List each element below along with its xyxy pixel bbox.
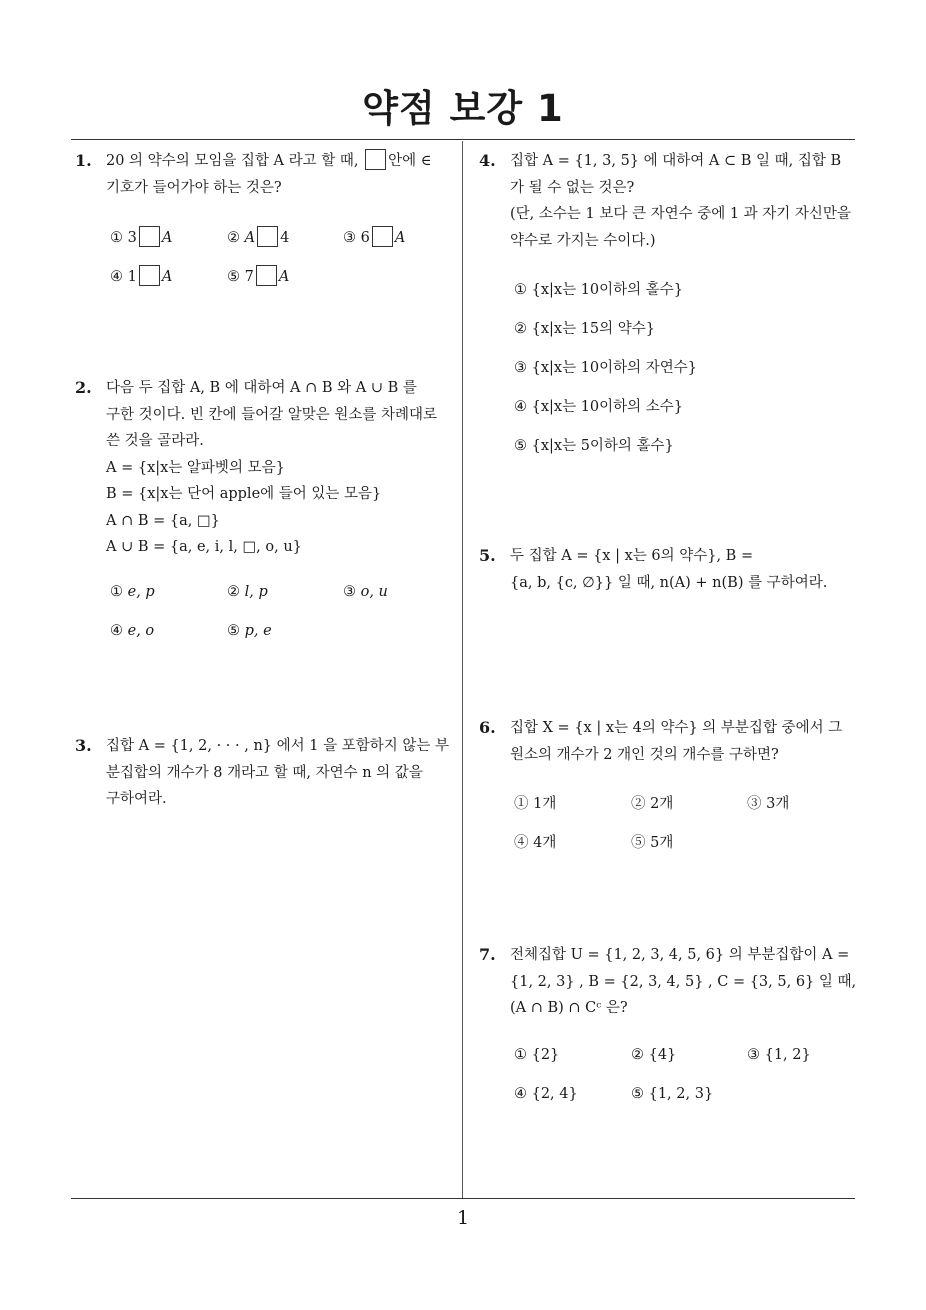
choice-5[interactable]: ⑤ p, e — [227, 623, 272, 639]
choice-2[interactable]: ② {x|x는 15의 약수} — [514, 321, 655, 337]
question-stem: 집합 A = {1, 3, 5} 에 대하여 A ⊂ B 일 때, 집합 B — [510, 153, 842, 169]
question-stem: 집합 X = {x | x는 4의 약수} 의 부분집합 중에서 그 — [510, 720, 843, 736]
blank-box — [257, 226, 278, 247]
question-stem: {1, 2, 3} , B = {2, 3, 4, 5} , C = {3, 5, 6} 일 때, — [510, 973, 857, 990]
question-stem: 분집합의 개수가 8 개라고 할 때, 자연수 n 의 값을 — [106, 764, 423, 781]
choice-1[interactable]: ① 1개 — [514, 796, 557, 812]
choice-1[interactable]: ① {2} — [514, 1047, 560, 1063]
question-stem: 구하여라. — [106, 791, 167, 807]
set-definition: A ∩ B = {a, □} — [106, 512, 220, 529]
set-definition: A ∪ B = {a, e, i, l, □, o, u} — [106, 539, 302, 555]
question-4 — [479, 148, 865, 254]
question-stem: 구한 것이다. 빈 칸에 들어갈 알맞은 원소를 차례대로 — [106, 406, 438, 423]
choice-3[interactable]: ③ 6 A — [343, 226, 405, 247]
column-divider — [462, 141, 463, 1199]
question-stem: 기호가 들어가야 하는 것은? — [106, 179, 282, 196]
choice-2[interactable]: ② A 4 — [227, 226, 289, 247]
question-stem: 두 집합 A = {x | x는 6의 약수}, B = — [510, 548, 754, 564]
question-number: 5. — [479, 546, 496, 565]
blank-box — [256, 265, 277, 286]
choice-1[interactable]: ① {x|x는 10이하의 홀수} — [514, 282, 684, 298]
set-definition: B = {x|x는 단어 apple에 들어 있는 모음} — [106, 486, 382, 502]
choice-5[interactable]: ⑤ {x|x는 5이하의 홀수} — [514, 438, 674, 454]
question-stem: 다음 두 집합 A, B 에 대하여 A ∩ B 와 A ∪ B 를 — [106, 380, 417, 396]
set-definition: A = {x|x는 알파벳의 모음} — [106, 459, 285, 476]
question-number: 1. — [75, 151, 92, 170]
question-stem: 전체집합 U = {1, 2, 3, 4, 5, 6} 의 부분집합이 A = — [510, 947, 850, 963]
choice-2[interactable]: ② {4} — [631, 1047, 677, 1063]
question-number: 4. — [479, 151, 496, 170]
choice-4[interactable]: ④ 1 A — [110, 265, 172, 286]
choice-3[interactable]: ③ {x|x는 10이하의 자연수} — [514, 360, 698, 376]
question-7 — [479, 942, 865, 1022]
choice-5[interactable]: ⑤ {1, 2, 3} — [631, 1086, 714, 1102]
question-number: 3. — [75, 736, 92, 755]
choice-5[interactable]: ⑤ 7 A — [227, 265, 289, 286]
blank-box — [372, 226, 393, 247]
choice-1[interactable]: ① e, p — [110, 584, 155, 600]
choice-1[interactable]: ① 3 A — [110, 226, 172, 247]
question-5 — [479, 543, 865, 596]
bottom-rule — [71, 1198, 855, 1199]
page-number: 1 — [456, 1207, 470, 1229]
question-3 — [75, 733, 461, 813]
question-1 — [75, 148, 461, 201]
choice-3[interactable]: ③ 3개 — [747, 796, 790, 812]
question-stem: (단, 소수는 1 보다 큰 자연수 중에 1 과 자기 자신만을 — [510, 206, 851, 222]
top-rule — [71, 139, 855, 140]
choice-3[interactable]: ③ {1, 2} — [747, 1047, 811, 1063]
question-stem: (A ∩ B) ∩ Cᶜ 은? — [510, 1000, 628, 1016]
blank-box — [139, 265, 160, 286]
choice-2[interactable]: ② l, p — [227, 584, 268, 600]
question-stem: 집합 A = {1, 2, · · · , n} 에서 1 을 포함하지 않는 부 — [106, 738, 449, 754]
choice-4[interactable]: ④ {2, 4} — [514, 1086, 578, 1102]
choice-5[interactable]: ⑤ 5개 — [631, 835, 674, 851]
question-number: 2. — [75, 378, 92, 397]
question-stem: 쓴 것을 골라라. — [106, 433, 204, 449]
question-stem: 안에 ∈ — [388, 153, 432, 169]
blank-box — [365, 149, 386, 170]
choice-4[interactable]: ④ 4개 — [514, 835, 557, 851]
question-stem: 원소의 개수가 2 개인 것의 개수를 구하면? — [510, 746, 779, 763]
question-6 — [479, 715, 865, 768]
question-2 — [75, 375, 461, 561]
blank-box — [139, 226, 160, 247]
page-title: 약점 보강 1 — [362, 87, 564, 130]
question-stem: {a, b, {c, ∅}} 일 때, n(A) + n(B) 를 구하여라. — [510, 574, 828, 591]
choice-2[interactable]: ② 2개 — [631, 796, 674, 812]
question-stem: 가 될 수 없는 것은? — [510, 179, 635, 196]
choice-4[interactable]: ④ {x|x는 10이하의 소수} — [514, 399, 684, 415]
question-stem: 약수로 가지는 수이다.) — [510, 232, 656, 249]
choice-4[interactable]: ④ e, o — [110, 623, 155, 639]
question-number: 6. — [479, 718, 496, 737]
question-number: 7. — [479, 945, 496, 964]
choice-3[interactable]: ③ o, u — [343, 584, 388, 600]
question-stem: 20 의 약수의 모임을 집합 A 라고 할 때, — [106, 153, 359, 169]
